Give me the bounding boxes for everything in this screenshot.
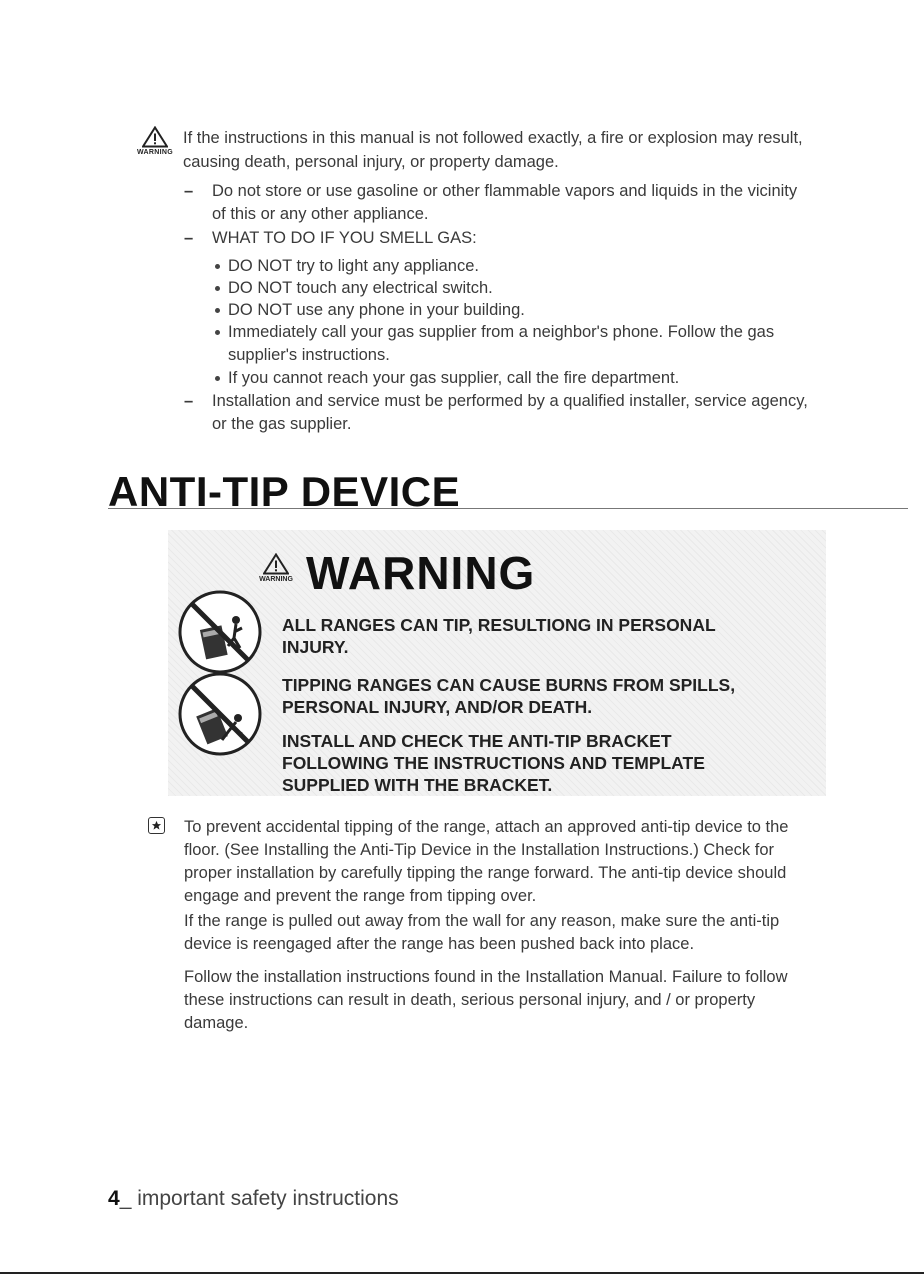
footer-separator: _ — [119, 1187, 132, 1210]
dash-item: – Do not store or use gasoline or other flammable vapors and liquids in the vicinity of this or any other appliance. — [184, 182, 798, 223]
warning-triangle-icon — [256, 553, 296, 583]
page-bottom-rule — [0, 1272, 924, 1274]
warning-triangle-icon — [135, 126, 175, 156]
list-item: DO NOT use any phone in your building. — [228, 299, 818, 322]
note-star-icon — [148, 817, 165, 834]
footer-section-name: important safety instructions — [137, 1187, 399, 1210]
dash-item-text: Do not store or use gasoline or other flammable vapors and liquids in the vicinity of this or any other appliance. — [212, 182, 798, 223]
warning-line: TIPPING RANGES CAN CAUSE BURNS FROM SPILLS, PERSONAL INJURY, AND/OR DEATH. — [282, 675, 736, 717]
intro-warning-text: If the instructions in this manual is not followed exactly, a fire or explosion may result, causing death, personal injury, or property damage. — [183, 129, 803, 171]
bullet-icon — [215, 264, 220, 269]
range-tipping-burn-prohibited-icon — [176, 670, 264, 763]
warning-heading: WARNING — [306, 547, 536, 599]
note-paragraph: To prevent accidental tipping of the range, attach an approved anti-tip device to the floor. (See Installing the Anti-Tip Device in the Installation Instructions.) Check for proper installation by carefully tipping the range forward. The anti-tip device should engage and prevent the range from tipping over. — [184, 818, 789, 905]
dash-item: – WHAT TO DO IF YOU SMELL GAS: — [184, 229, 477, 247]
warning-icon-tag: WARNING — [259, 576, 293, 583]
list-item: Immediately call your gas supplier from a neighbor's phone. Follow the gas supplier's instructions. — [228, 321, 818, 367]
warning-line: ALL RANGES CAN TIP, RESULTIONG IN PERSONAL INJURY. — [282, 615, 716, 657]
section-divider — [108, 508, 908, 509]
dash-item-text: WHAT TO DO IF YOU SMELL GAS: — [212, 229, 477, 247]
list-item: If you cannot reach your gas supplier, call the fire department. — [228, 367, 818, 390]
warning-icon-tag: WARNING — [137, 149, 173, 156]
page-footer — [108, 1187, 399, 1211]
list-item: DO NOT try to light any appliance. — [228, 255, 818, 278]
warning-line: INSTALL AND CHECK THE ANTI-TIP BRACKET FOLLOWING THE INSTRUCTIONS AND TEMPLATE SUPPLIED WITH THE BRACKET. — [282, 731, 705, 795]
range-tipping-prohibited-icon — [176, 588, 264, 681]
bullet-icon — [215, 308, 220, 313]
note-paragraph: If the range is pulled out away from the wall for any reason, make sure the anti-tip device is reengaged after the range has been pushed back into place. — [184, 912, 780, 953]
bullet-icon — [215, 330, 220, 335]
dash-item: – Installation and service must be performed by a qualified installer, service agency, or the gas supplier. — [184, 392, 808, 433]
page-number: 4 — [108, 1187, 120, 1210]
dash-item-text: Installation and service must be performed by a qualified installer, service agency, or the gas supplier. — [212, 392, 808, 433]
note-paragraph: Follow the installation instructions found in the Installation Manual. Failure to follow these instructions can result in death, serious personal injury, and / or property damage. — [184, 968, 788, 1032]
section-title: ANTI-TIP DEVICE — [108, 468, 461, 515]
list-item: DO NOT touch any electrical switch. — [228, 277, 818, 300]
bullet-icon — [215, 376, 220, 381]
bullet-icon — [215, 286, 220, 291]
